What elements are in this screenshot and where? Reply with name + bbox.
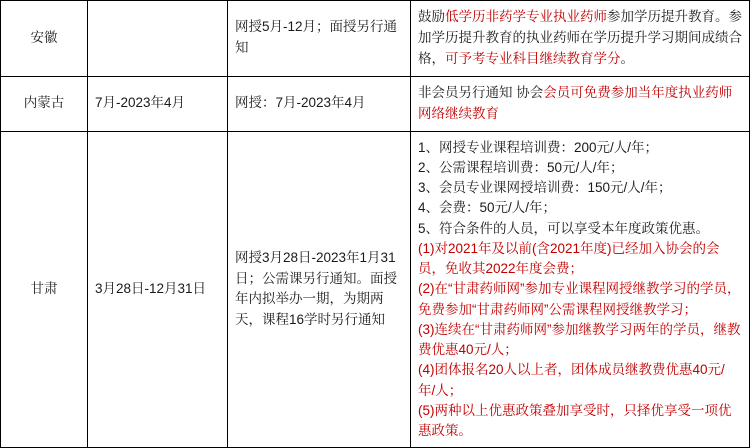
detail-text-plain-2: 参加学历提升教育。参加学历提升教育的执业药师在学历提升学习期间成绩合格， bbox=[418, 9, 742, 66]
period-cell bbox=[88, 1, 228, 77]
detail-line: 1、网授专业课程培训费：200元/人/年； bbox=[418, 139, 659, 155]
detail-line: 3、会员专业课网授培训费：150元/人/年； bbox=[418, 180, 672, 196]
detail-text-highlight-2: 可予考专业科目继续教育学分 bbox=[445, 50, 621, 66]
detail-text-highlight: 会员可免费参加当年度执业药师网络继续教育 bbox=[418, 84, 733, 121]
mode-cell: 网授5月-12月；面授另行通知 bbox=[228, 1, 411, 77]
detail-line: 5、符合条件的人员，可以享受本年度政策优惠。 bbox=[418, 220, 710, 236]
detail-cell bbox=[411, 131, 750, 448]
detail-paragraph bbox=[418, 83, 742, 125]
detail-paragraph bbox=[418, 7, 742, 70]
detail-line-highlight: (3)连续在“甘肃药师网”参加继教学习两年的学员，继教费优惠40元/人； bbox=[418, 321, 741, 358]
region-cell: 内蒙古 bbox=[1, 76, 88, 131]
detail-cell bbox=[411, 76, 750, 131]
detail-line-highlight: (2)在“甘肃药师网”参加专业课程网授继教学习的学员，免费参加“甘肃药师网”公需课程网授继教学习； bbox=[418, 281, 741, 317]
detail-list bbox=[418, 138, 742, 442]
mode-cell: 网授：7月-2023年4月 bbox=[228, 76, 411, 131]
mode-cell: 网授3月28日-2023年1月31日；公需课另行通知。面授年内拟举办一期，为期两天，课程16学时另行通知 bbox=[228, 131, 411, 448]
detail-text-highlight: 低学历非药学专业执业药师 bbox=[445, 9, 607, 24]
detail-line: 2、公需课程培训费：50元/人/年； bbox=[418, 159, 624, 175]
table-row bbox=[1, 76, 750, 131]
period-cell: 7月-2023年4月 bbox=[88, 76, 228, 131]
detail-text-plain: 非会员另行通知 协会 bbox=[418, 84, 544, 100]
detail-text-plain-3: 。 bbox=[620, 50, 634, 66]
region-cell: 安徽 bbox=[1, 1, 88, 77]
detail-line-highlight: (4)团体报名20人以上者，团体成员继教费优惠40元/年/人； bbox=[418, 362, 725, 398]
table-row bbox=[1, 131, 750, 448]
detail-line: 4、会费：50元/人/年； bbox=[418, 200, 557, 216]
detail-line-highlight: (1)对2021年及以前(含2021年度)已经加入协会的会员，免收其2022年度会费； bbox=[418, 240, 720, 277]
detail-cell bbox=[411, 1, 750, 77]
period-cell: 3月28日-12月31日 bbox=[88, 131, 228, 448]
region-cell: 甘肃 bbox=[1, 131, 88, 448]
table-row bbox=[1, 1, 750, 77]
table-body bbox=[1, 1, 750, 448]
detail-line-highlight: (5)两种以上优惠政策叠加享受时，只择优享受一项优惠政策。 bbox=[418, 402, 732, 439]
detail-text-plain: 鼓励 bbox=[418, 9, 445, 24]
